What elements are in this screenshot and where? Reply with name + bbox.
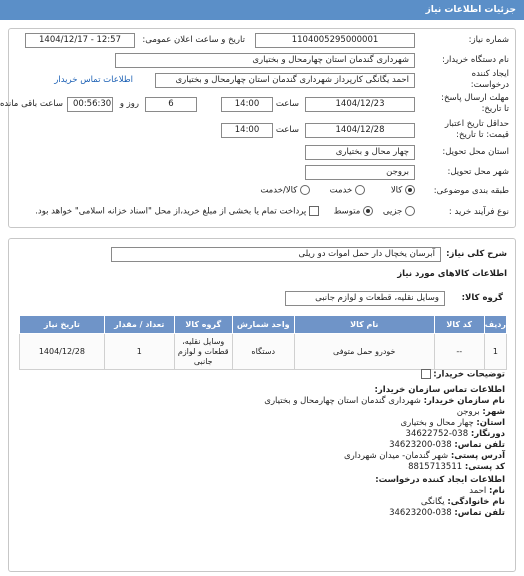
creator-last-name-line: نام خانوادگی: یگانگی bbox=[420, 497, 505, 507]
price-validity-label-2: قیمت: تا تاریخ: bbox=[456, 130, 509, 140]
cell-name: خودرو حمل متوفی bbox=[294, 334, 434, 370]
delivery-province-label: استان محل تحویل: bbox=[442, 147, 509, 157]
buyer-notes-checkbox[interactable] bbox=[421, 369, 431, 379]
buyer-notes-label: توضیحات خریدار: bbox=[433, 369, 505, 380]
price-date-field[interactable]: 1404/12/28 bbox=[305, 123, 415, 138]
org-fax-value: 038-34622752 bbox=[405, 429, 469, 439]
org-city-value: بروجن bbox=[456, 407, 480, 417]
col-unit: واحد شمارش bbox=[232, 316, 294, 334]
cell-row: 1 bbox=[484, 334, 506, 370]
category-option-goods[interactable]: کالا bbox=[391, 185, 415, 196]
contact-info-link[interactable]: اطلاعات تماس خریدار bbox=[54, 75, 133, 85]
remaining-label: ساعت باقی مانده bbox=[0, 99, 63, 109]
cell-quantity: 1 bbox=[104, 334, 174, 370]
col-code: کد کالا bbox=[434, 316, 484, 334]
price-validity-label-1: حداقل تاریخ اعتبار bbox=[444, 119, 509, 129]
process-option-minor[interactable]: جزیی bbox=[383, 206, 415, 217]
creator-first-name-value: احمد bbox=[469, 486, 487, 496]
buyer-notes-row bbox=[421, 369, 505, 380]
category-radio-goods-service[interactable] bbox=[300, 185, 310, 195]
goods-info-title: اطلاعات کالاهای مورد نیاز bbox=[397, 269, 507, 279]
process-option-medium[interactable]: متوسط bbox=[334, 206, 373, 217]
reply-date-field[interactable]: 1404/12/23 bbox=[305, 97, 415, 112]
announce-field[interactable]: 1404/12/17 - 12:57 bbox=[25, 33, 135, 48]
creator-label-1: ایجاد کننده bbox=[471, 69, 509, 79]
reply-deadline-label-2: تا تاریخ: bbox=[481, 104, 509, 114]
creator-first-name-line: نام: احمد bbox=[469, 486, 505, 496]
cell-group: وسایل نقلیه، قطعات و لوازم جانبی bbox=[174, 334, 232, 370]
col-row: ردیف bbox=[484, 316, 506, 334]
need-details-panel bbox=[0, 28, 516, 228]
reply-time-label: ساعت bbox=[275, 99, 299, 109]
category-option-goods-service[interactable]: کالا/خدمت bbox=[260, 185, 310, 196]
delivery-city-label: شهر محل تحویل: bbox=[447, 167, 509, 177]
days-field[interactable]: 6 bbox=[145, 97, 197, 112]
org-city-line: شهر: بروجن bbox=[456, 407, 505, 417]
category-radio-service[interactable] bbox=[355, 185, 365, 195]
cell-need-date: 1404/12/28 bbox=[20, 334, 105, 370]
buyer-org-label: نام دستگاه خریدار: bbox=[442, 55, 509, 65]
need-description-panel bbox=[8, 238, 516, 572]
days-label: روز و bbox=[119, 99, 139, 109]
delivery-province-field[interactable]: چهار محال و بختیاری bbox=[305, 145, 415, 160]
price-time-field[interactable]: 14:00 bbox=[221, 123, 273, 138]
table-row[interactable] bbox=[20, 334, 507, 370]
col-group: گروه کالا bbox=[174, 316, 232, 334]
col-quantity: تعداد / مقدار bbox=[104, 316, 174, 334]
treasury-payment-option[interactable] bbox=[35, 206, 319, 217]
reply-deadline-label-1: مهلت ارسال پاسخ: bbox=[441, 93, 509, 103]
treasury-payment-checkbox[interactable] bbox=[309, 206, 319, 216]
delivery-city-field[interactable]: بروجن bbox=[305, 165, 415, 180]
org-contact-title: اطلاعات تماس سازمان خریدار: bbox=[374, 385, 505, 395]
org-postal-value: 8815713511 bbox=[408, 462, 463, 472]
page-title: جزئیات اطلاعات نیاز bbox=[0, 0, 524, 20]
treasury-payment-note: پرداخت تمام یا بخشی از مبلغ خرید،از محل "اسناد خزانه اسلامی" خواهد بود. bbox=[35, 206, 307, 217]
price-time-label: ساعت bbox=[275, 125, 299, 135]
cell-unit: دستگاه bbox=[232, 334, 294, 370]
cell-code: -- bbox=[434, 334, 484, 370]
creator-last-name-value: یگانگی bbox=[420, 497, 445, 507]
goods-group-label: گروه کالا: bbox=[461, 293, 503, 303]
col-need-date: تاریخ نیاز bbox=[20, 316, 105, 334]
col-name: نام کالا bbox=[294, 316, 434, 334]
org-name-line: نام سازمان خریدار: شهرداری گندمان استان چهارمحال و بختیاری bbox=[264, 396, 505, 406]
goods-table-header bbox=[20, 316, 507, 334]
category-option-service[interactable]: خدمت bbox=[330, 185, 365, 196]
process-type-label: نوع فرآیند خرید : bbox=[448, 207, 509, 217]
org-postal-line: کد پستی: 8815713511 bbox=[408, 462, 505, 472]
creator-info-title: اطلاعات ایجاد کننده درخواست: bbox=[375, 475, 505, 485]
need-number-field[interactable]: 1104005295000001 bbox=[255, 33, 415, 48]
creator-field[interactable]: احمد یگانگی کارپرداز شهرداری گندمان استان چهارمحال و بختیاری bbox=[155, 73, 415, 88]
org-phone-value: 038-34623200 bbox=[389, 440, 452, 450]
process-radio-minor[interactable] bbox=[405, 206, 415, 216]
goods-group-field[interactable]: وسایل نقلیه، قطعات و لوازم جانبی bbox=[285, 291, 445, 306]
remaining-field[interactable]: 00:56:30 bbox=[67, 97, 113, 112]
org-phone-line: تلفن تماس: 038-34623200 bbox=[389, 440, 505, 450]
buyer-org-field[interactable]: شهرداری گندمان استان چهارمحال و بختیاری bbox=[115, 53, 415, 68]
org-name-value: شهرداری گندمان استان چهارمحال و بختیاری bbox=[264, 396, 421, 406]
summary-label: شرح کلی نیاز: bbox=[446, 249, 507, 259]
need-number-label: شماره نیاز: bbox=[468, 35, 509, 45]
creator-phone-line: تلفن تماس: 038-34623200 bbox=[389, 508, 505, 518]
org-province-value: چهار محال و بختیاری bbox=[400, 418, 474, 428]
creator-phone-value: 038-34623200 bbox=[389, 508, 452, 518]
announce-label: تاریخ و ساعت اعلان عمومی: bbox=[142, 35, 245, 45]
goods-table bbox=[19, 315, 507, 370]
process-radio-medium[interactable] bbox=[363, 206, 373, 216]
org-fax-line: دورنگار: 038-34622752 bbox=[405, 429, 505, 439]
org-address-value: شهر گندمان- میدان شهرداری bbox=[343, 451, 449, 461]
org-address-line: آدرس پستی: شهر گندمان- میدان شهرداری bbox=[343, 451, 505, 461]
category-label: طبقه بندی موضوعی: bbox=[433, 186, 509, 196]
summary-field[interactable]: آبرسان یخچال دار حمل اموات دو ریلی bbox=[111, 247, 441, 262]
reply-time-field[interactable]: 14:00 bbox=[221, 97, 273, 112]
category-radio-goods[interactable] bbox=[405, 185, 415, 195]
creator-label-2: درخواست: bbox=[470, 80, 509, 90]
org-province-line: استان: چهار محال و بختیاری bbox=[400, 418, 505, 428]
